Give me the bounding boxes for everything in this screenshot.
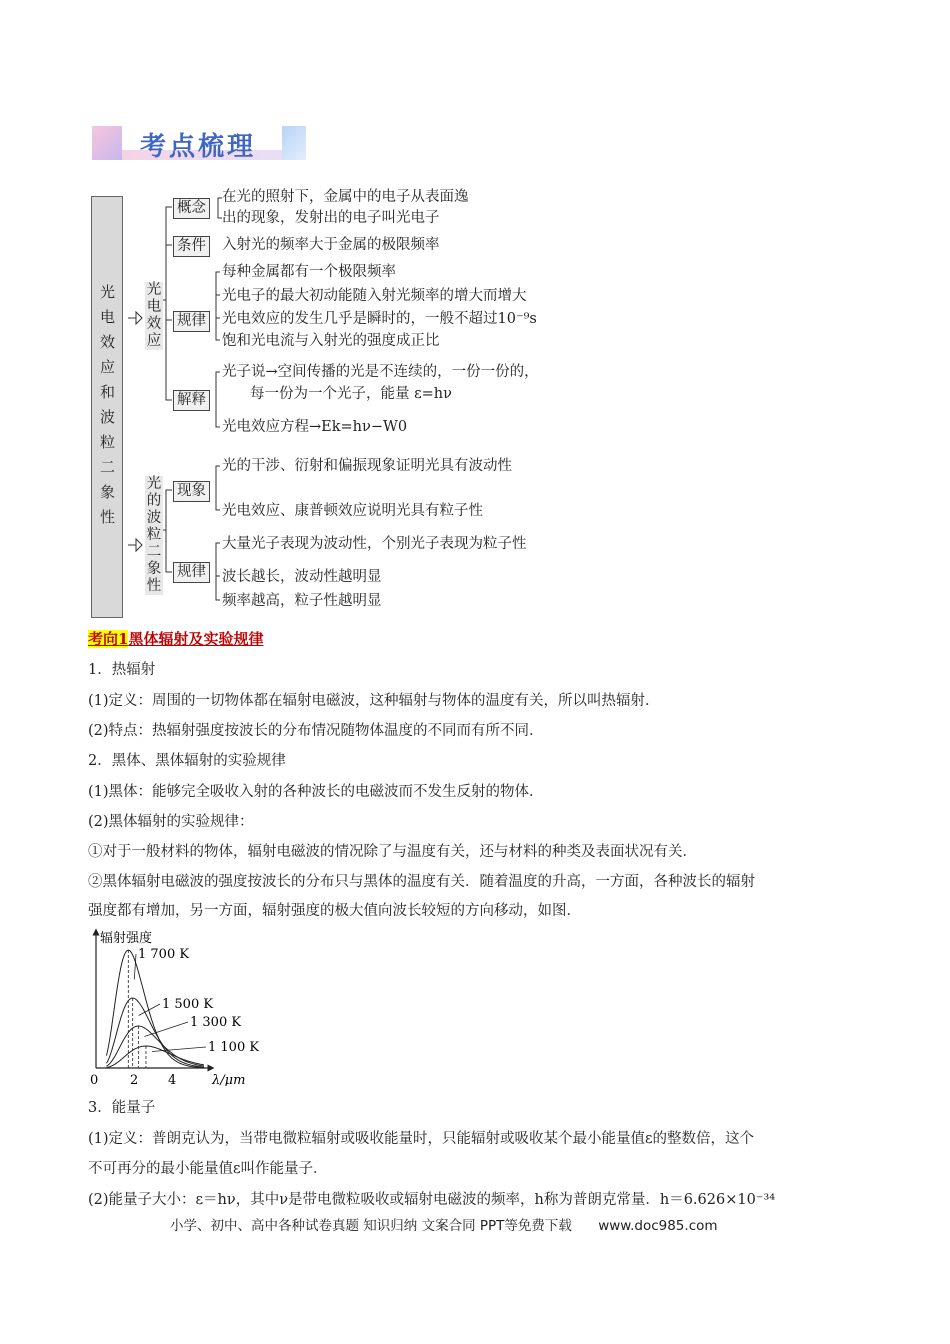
paragraph: ②黑体辐射电磁波的强度按波长的分布只与黑体的温度有关．随着温度的升高，一方面，各种波长的辐射 [88,874,755,890]
rule-item-2: 光电子的最大初动能随入射光频率的增大而增大 [222,288,527,304]
blackbody-chart [86,926,286,1086]
condition-line: 入射光的频率大于金属的极限频率 [222,237,440,253]
explain-line-2: 每一份为一个光子，能量 ε=hν [250,386,452,402]
x-tick-label: 2 [130,1073,139,1086]
series-label: 1 100 K [208,1040,260,1055]
footer-link[interactable]: www.doc985.com [598,1218,718,1234]
paragraph: 3．能量子 [88,1100,156,1116]
series-label: 1 300 K [190,1015,242,1030]
paragraph: (2)黑体辐射的实验规律： [88,814,254,830]
paragraph: (1)黑体：能够完全吸收入射的各种波长的电磁波而不发生反射的物体． [88,784,544,800]
tag-rules-2: 规律 [173,562,210,583]
section-heading-tag: 考向1 [88,630,129,648]
paragraph: (2)特点：热辐射强度按波长的分布情况随物体温度的不同而有所不同． [88,723,544,739]
x-tick-label: 4 [168,1073,177,1086]
section-heading [88,628,263,649]
series-leader-line [134,954,136,980]
concept-line-1: 在光的照射下，金属中的电子从表面逸 [222,189,469,205]
rule2-item-1: 大量光子表现为波动性，个别光子表现为粒子性 [222,536,527,552]
rule2-item-3: 频率越高，粒子性越明显 [222,593,382,609]
branch-wave-particle: 光的波粒二象性 [146,476,162,594]
mind-map-root: 光电效应和波粒二象性 [91,196,123,618]
tag-condition: 条件 [173,236,210,257]
explain-line-1: 光子说→空间传播的光是不连续的，一份一份的， [222,364,539,380]
paragraph: 不可再分的最小能量值ε叫作能量子． [88,1161,328,1177]
tag-phenomena: 现象 [173,481,210,502]
tag-concept: 概念 [173,198,210,219]
paragraph: 强度都有增加，另一方面，辐射强度的极大值向波长较短的方向移动，如图． [88,903,581,919]
x-tick-label: 0 [90,1073,99,1086]
paragraph: 1．热辐射 [88,662,156,678]
y-axis-label: 辐射强度 [100,931,153,946]
tag-explain: 解释 [173,390,210,411]
banner-title: 考点梳理 [140,132,257,162]
concept-line-2: 出的现象，发射出的电子叫光电子 [222,210,440,226]
paragraph: (1)定义：普朗克认为，当带电微粒辐射或吸收能量时，只能辐射或吸收某个最小能量值ε的整数倍，这个 [88,1131,755,1147]
x-axis-label: λ/μm [212,1073,246,1086]
paragraph: ①对于一般材料的物体，辐射电磁波的情况除了与温度有关，还与材料的种类及表面状况有关． [88,844,697,860]
footer [170,1214,718,1234]
paragraph: (2)能量子大小：ε＝hν，其中ν是带电微粒吸收或辐射电磁波的频率，h称为普朗克常量．h＝6.626×10⁻³⁴ [88,1192,776,1208]
paragraph: 2．黑体、黑体辐射的实验规律 [88,753,286,769]
phenomena-line-1: 光的干涉、衍射和偏振现象证明光具有波动性 [222,458,512,474]
branch-photoelectric: 光电效应 [146,282,162,349]
footer-text: 小学、初中、高中各种试卷真题 知识归纳 文案合同 PPT等免费下载 [170,1218,572,1234]
rule2-item-2: 波长越长，波动性越明显 [222,569,382,585]
rule-item-4: 饱和光电流与入射光的强度成正比 [222,333,440,349]
paragraph: (1)定义：周围的一切物体都在辐射电磁波，这种辐射与物体的温度有关，所以叫热辐射． [88,693,660,709]
section-heading-text: 黑体辐射及实验规律 [128,630,264,648]
rule-item-1: 每种金属都有一个极限频率 [222,264,396,280]
phenomena-line-2: 光电效应、康普顿效应说明光具有粒子性 [222,503,483,519]
explain-line-3: 光电效应方程→Ek=hν−W0 [222,419,408,435]
rule-item-3: 光电效应的发生几乎是瞬时的，一般不超过10⁻⁹s [222,311,537,327]
tag-rules: 规律 [173,311,210,332]
series-label: 1 500 K [162,997,214,1012]
series-label: 1 700 K [138,947,190,962]
